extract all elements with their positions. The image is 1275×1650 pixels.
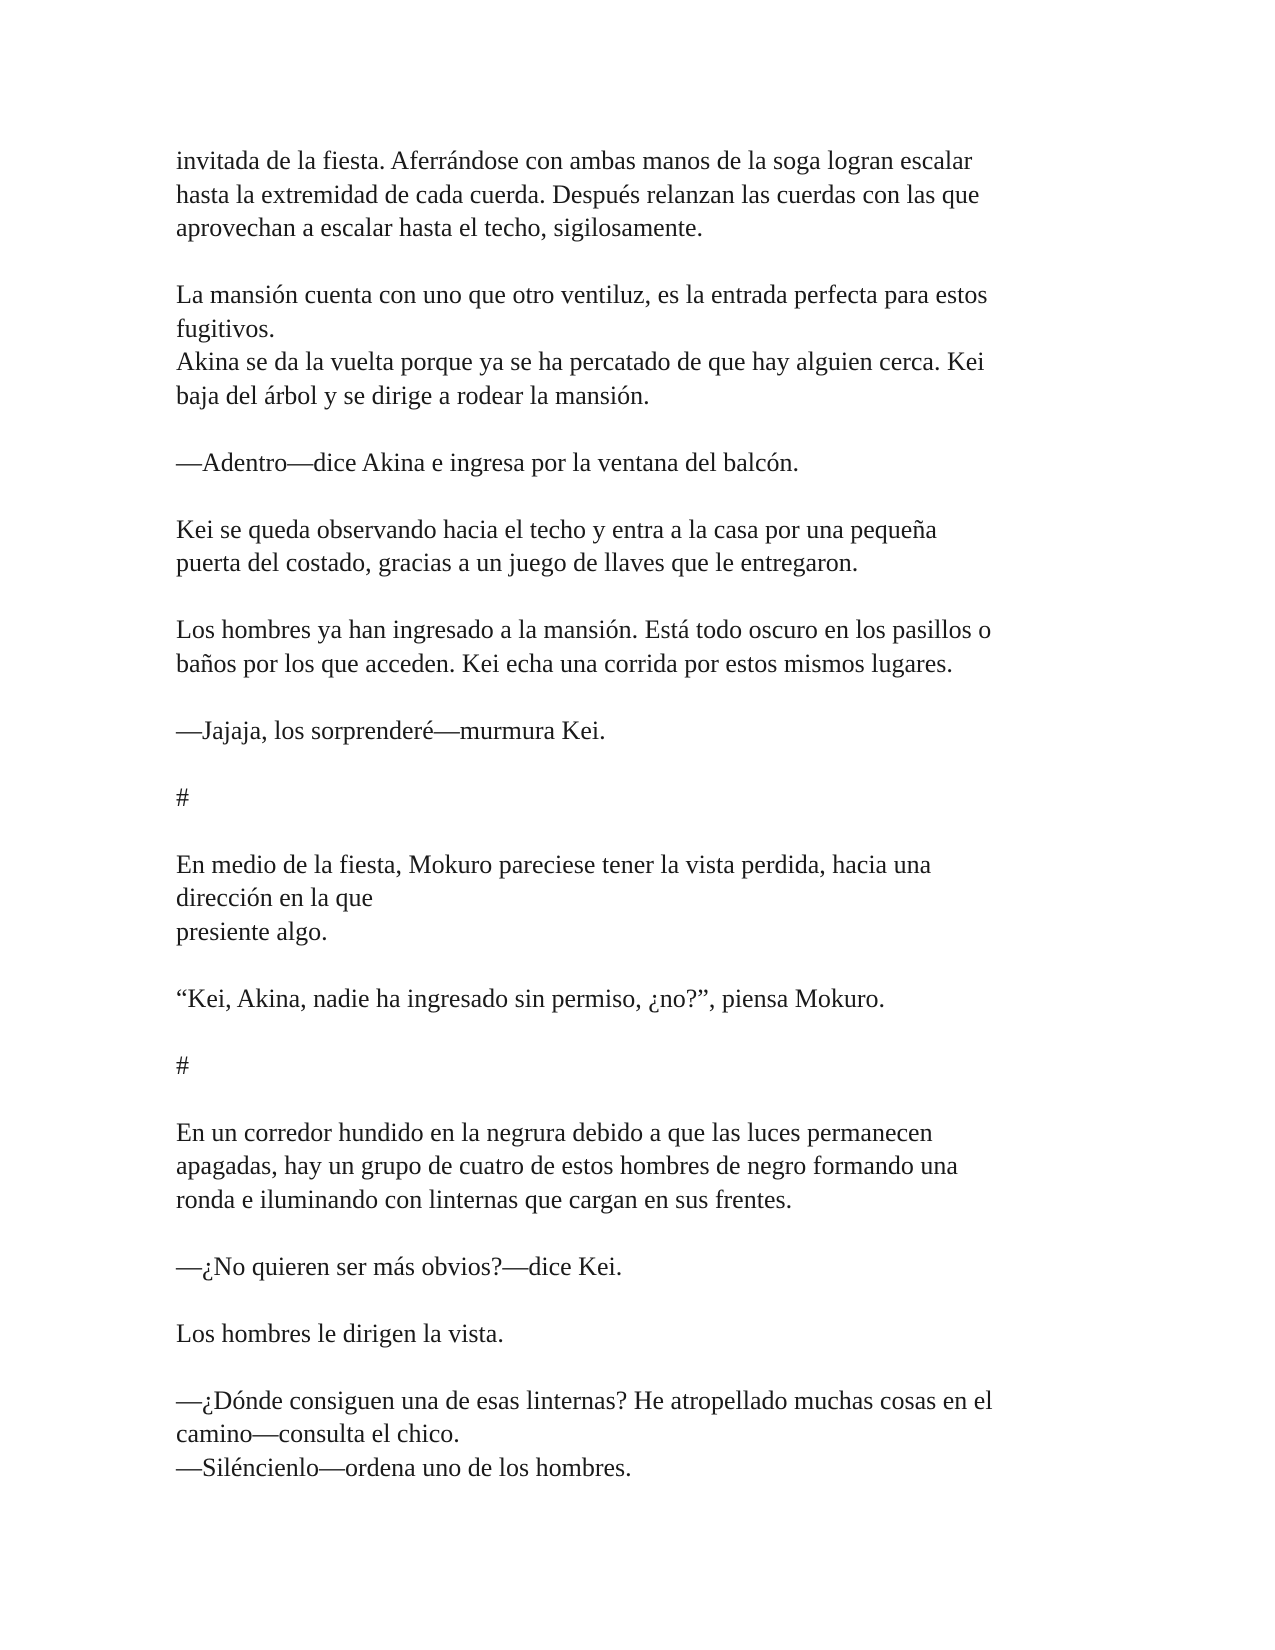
text-line: baños por los que acceden. Kei echa una corrida por estos mismos lugares.: [176, 648, 953, 678]
paragraph-spacer: [176, 412, 1106, 446]
text-line: —Jajaja, los sorprenderé—murmura Kei.: [176, 715, 606, 745]
paragraph: [176, 1250, 1106, 1284]
text-line: Akina se da la vuelta porque ya se ha percatado de que hay alguien cerca. Kei: [176, 347, 985, 376]
paragraph: [176, 613, 1106, 680]
text-line: —¿Dónde consiguen una de esas linternas? He atropellado muchas cosas en el: [176, 1385, 993, 1415]
paragraph-spacer: [176, 747, 1106, 781]
text-line: —Adentro—dice Akina e ingresa por la ventana del balcón.: [176, 447, 800, 477]
text-line: #: [176, 1050, 189, 1080]
paragraph: [176, 144, 1106, 245]
paragraph-spacer: [176, 580, 1106, 614]
paragraph: [176, 1317, 1106, 1351]
paragraph-spacer: [176, 1015, 1106, 1049]
text-line: La mansión cuenta con uno que otro ventiluz, es la entrada perfecta para estos: [176, 280, 988, 309]
paragraph: [176, 982, 1106, 1016]
paragraph-spacer: [176, 1082, 1106, 1116]
text-line: hasta la extremidad de cada cuerda. Después relanzan las cuerdas con las que: [176, 179, 980, 209]
paragraph-spacer: [176, 680, 1106, 714]
paragraph: [176, 714, 1106, 748]
paragraph-spacer: [176, 245, 1106, 279]
paragraph: [176, 781, 1106, 815]
paragraph: [176, 848, 1106, 949]
text-line: apagadas, hay un grupo de cuatro de estos hombres de negro formando una: [176, 1151, 958, 1180]
paragraph: [176, 1116, 1106, 1217]
paragraph-spacer: [176, 948, 1106, 982]
text-line: #: [176, 782, 189, 812]
paragraph-spacer: [176, 1350, 1106, 1384]
paragraph: [176, 1384, 1106, 1485]
text-line: —Siléncienlo—ordena uno de los hombres.: [176, 1452, 632, 1482]
paragraph-spacer: [176, 1283, 1106, 1317]
paragraph-spacer: [176, 1216, 1106, 1250]
text-line: Los hombres le dirigen la vista.: [176, 1318, 504, 1348]
text-line: —¿No quieren ser más obvios?—dice Kei.: [176, 1251, 623, 1281]
text-line: invitada de la fiesta. Aferrándose con ambas manos de la soga logran escalar: [176, 146, 973, 175]
text-line: “Kei, Akina, nadie ha ingresado sin permiso, ¿no?”, piensa Mokuro.: [176, 983, 886, 1013]
paragraph: [176, 513, 1106, 580]
paragraph: [176, 446, 1106, 480]
text-line: camino—consulta el chico.: [176, 1419, 460, 1448]
text-line: Kei se queda observando hacia el techo y entra a la casa por una pequeña: [176, 514, 937, 544]
text-line: baja del árbol y se dirige a rodear la mansión.: [176, 380, 650, 410]
paragraph-spacer: [176, 479, 1106, 513]
paragraph: [176, 278, 1106, 412]
text-line: aprovechan a escalar hasta el techo, sigilosamente.: [176, 213, 703, 242]
text-line: presiente algo.: [176, 916, 328, 946]
text-line: ronda e iluminando con linternas que cargan en sus frentes.: [176, 1184, 793, 1214]
text-line: En medio de la fiesta, Mokuro pareciese tener la vista perdida, hacia una: [176, 849, 932, 879]
text-line: dirección en la que: [176, 883, 374, 912]
paragraph-spacer: [176, 814, 1106, 848]
paragraph: [176, 1049, 1106, 1083]
text-line: puerta del costado, gracias a un juego de llaves que le entregaron.: [176, 548, 859, 577]
text-line: Los hombres ya han ingresado a la mansión. Está todo oscuro en los pasillos o: [176, 615, 992, 644]
body-text: [176, 144, 1106, 1484]
text-line: En un corredor hundido en la negrura debido a que las luces permanecen: [176, 1117, 933, 1147]
text-line: fugitivos.: [176, 313, 275, 343]
